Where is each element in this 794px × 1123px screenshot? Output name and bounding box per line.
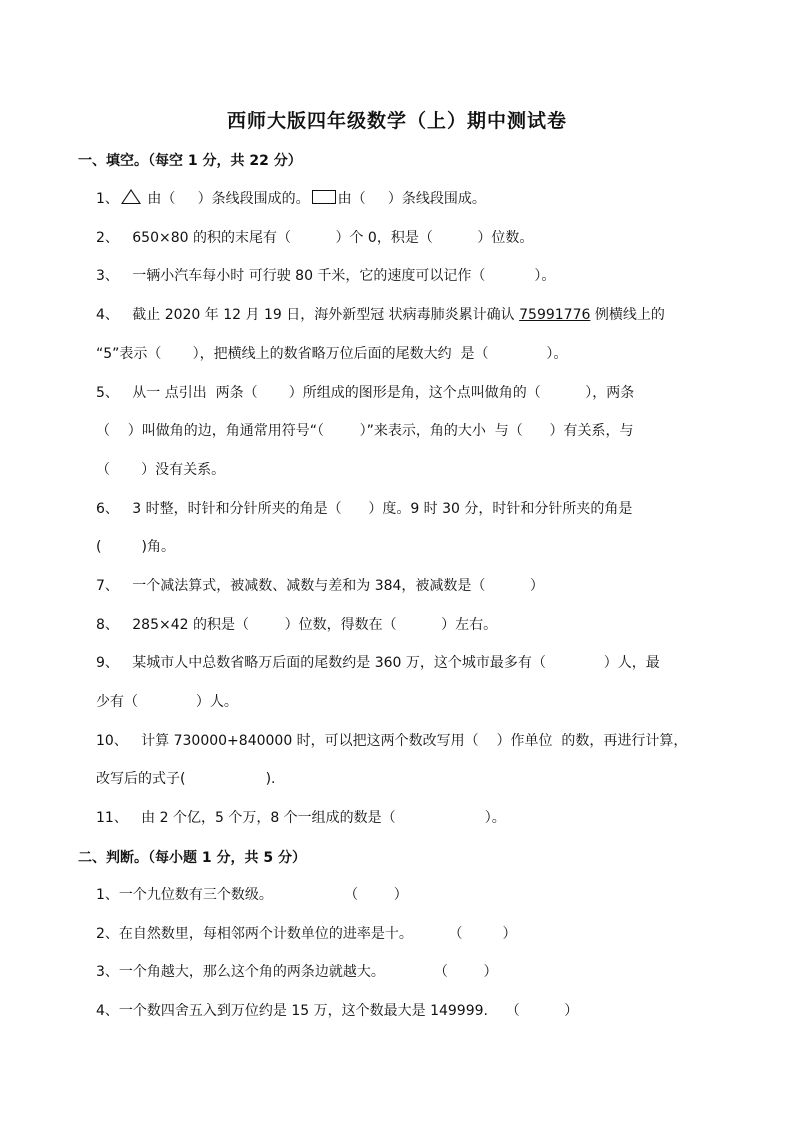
judgement-1: 1、一个九位数有三个数级。 （ ） <box>96 887 408 903</box>
question-11: 11、 由 2 个亿，5 个万，8 个一组成的数是（ ）。 <box>96 810 506 826</box>
question-10-line-2: 改写后的式子( ). <box>96 771 276 787</box>
question-text: 由（ ）条线段围成。 <box>337 191 486 207</box>
question-6-line-1: 6、 3 时整，时针和分针所夹的角是（ ）度。9 时 30 分，时针和分针所夹的角是 <box>96 501 633 517</box>
section-heading-true-false: 二、判断。（每小题 1 分，共 5 分） <box>78 850 306 866</box>
question-7: 7、 一个减法算式，被减数、减数与差和为 384，被减数是（ ） <box>96 578 544 594</box>
question-8: 8、 285×42 的积是（ ）位数，得数在（ ）左右。 <box>96 617 498 633</box>
judgement-3: 3、一个角越大，那么这个角的两条边就越大。 （ ） <box>96 964 498 980</box>
question-3: 3、 一辆小汽车每小时 可行驶 80 千米，它的速度可以记作（ ）。 <box>96 268 556 284</box>
page-title: 西师大版四年级数学（上）期中测试卷 <box>226 110 567 132</box>
question-text: 由（ ）条线段围成的。 <box>142 191 310 207</box>
rectangle-icon <box>312 190 336 204</box>
question-5-line-3: （ ）没有关系。 <box>96 462 226 478</box>
section-heading-fill-blank: 一、填空。（每空 1 分，共 22 分） <box>78 153 302 169</box>
question-5-line-2: （ ）叫做角的边，角通常用符号“（ ）”来表示，角的大小 与（ ）有关系，与 <box>96 423 634 439</box>
question-5-line-1: 5、 从一 点引出 两条（ ）所组成的图形是角，这个点叫做角的（ ），两条 <box>96 385 635 401</box>
question-2: 2、 650×80 的积的末尾有（ ）个 0，积是（ ）位数。 <box>96 230 534 246</box>
question-1 <box>96 189 486 209</box>
question-number: 1、 <box>96 191 119 207</box>
question-9-line-2: 少有（ ）人。 <box>96 694 238 710</box>
question-4-line-1 <box>96 305 665 325</box>
question-6-line-2: ( )角。 <box>96 539 175 555</box>
judgement-2: 2、在自然数里，每相邻两个计数单位的进率是十。 （ ） <box>96 926 517 942</box>
triangle-icon <box>121 189 141 204</box>
underlined-number: 75991776 <box>519 307 591 323</box>
question-9-line-1: 9、 某城市人中总数省略万后面的尾数约是 360 万，这个城市最多有（ ）人，最 <box>96 655 660 671</box>
question-10-line-1: 10、 计算 730000+840000 时，可以把这两个数改写用（ ）作单位 的数，再进行计算， <box>96 733 688 749</box>
question-text: 4、 截止 2020 年 12 月 19 日，海外新型冠 状病毒肺炎累计确认 <box>96 307 520 323</box>
judgement-4: 4、一个数四舍五入到万位约是 15 万，这个数最大是 149999. （ ） <box>96 1003 579 1019</box>
question-4-line-2: “5”表示（ ），把横线上的数省略万位后面的尾数大约 是（ ）。 <box>96 346 568 362</box>
question-text: 例横线上的 <box>590 307 665 323</box>
